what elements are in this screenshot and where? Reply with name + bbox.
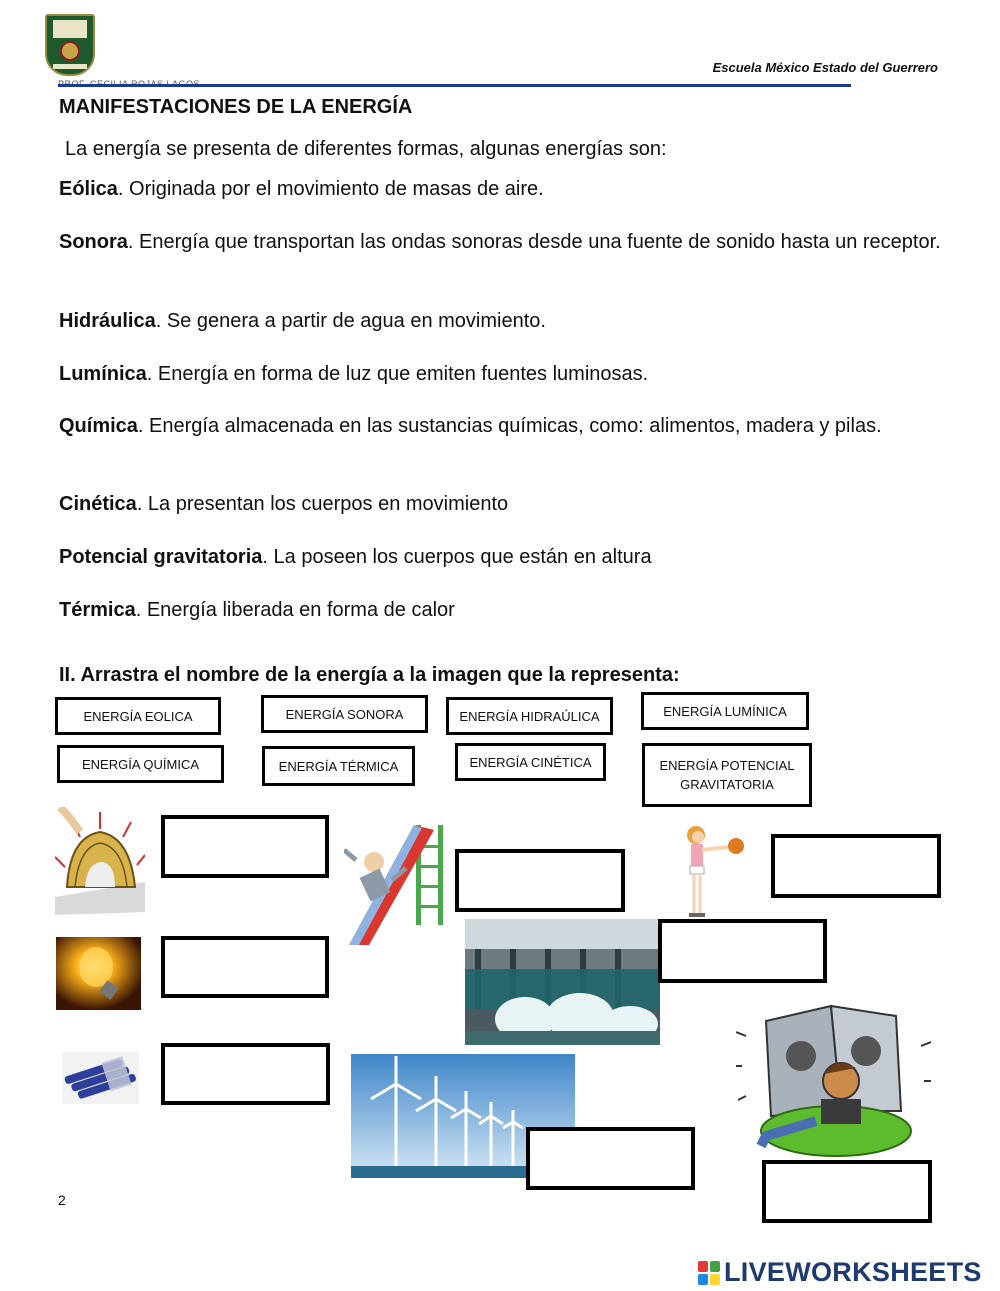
drop-box-batteries[interactable] (161, 1043, 330, 1105)
dam-water-image (465, 919, 660, 1045)
label-energia-eolica[interactable]: ENERGÍA EOLICA (55, 697, 221, 735)
definition-sonora: Sonora. Energía que transportan las ondas sonoras desde una fuente de sonido hasta un receptor. (59, 231, 941, 253)
definition-quimica: Química. Energía almacenada en las sustancias químicas, como: alimentos, madera y pilas. (59, 415, 882, 437)
drop-box-iron[interactable] (161, 815, 329, 878)
school-crest-logo (45, 14, 95, 76)
label-energia-potencial-gravitatoria[interactable]: ENERGÍA POTENCIAL GRAVITATORIA (642, 743, 812, 807)
liveworksheets-brand (698, 1257, 982, 1288)
definition-luminica: Lumínica. Energía en forma de luz que emiten fuentes luminosas. (59, 363, 649, 385)
definition-potencial: Potencial gravitatoria. La poseen los cuerpos que están en altura (59, 546, 652, 568)
music-speakers-image (736, 996, 931, 1160)
brand-logo-icon (698, 1261, 720, 1285)
label-energia-termica[interactable]: ENERGÍA TÉRMICA (262, 746, 415, 786)
iron-heat-image (55, 807, 145, 915)
label-energia-quimica[interactable]: ENERGÍA QUÍMICA (57, 745, 224, 783)
header-rule (58, 84, 851, 87)
page-title: MANIFESTACIONES DE LA ENERGÍA (59, 96, 413, 118)
school-name: Escuela México Estado del Guerrero (712, 60, 938, 75)
definition-termica: Térmica. Energía liberada en forma de calor (59, 599, 455, 621)
girl-ball-image (676, 823, 751, 920)
brand-name: LIVEWORKSHEETS (724, 1257, 982, 1287)
instruction-text: II. Arrastra el nombre de la energía a la imagen que la representa: (59, 664, 680, 686)
page-number: 2 (58, 1192, 66, 1208)
drop-box-music[interactable] (762, 1160, 932, 1223)
definition-eolica: Eólica. Originada por el movimiento de masas de aire. (59, 178, 544, 200)
lightbulb-image (56, 937, 141, 1010)
label-energia-cinetica[interactable]: ENERGÍA CINÉTICA (455, 743, 606, 781)
definition-hidraulica: Hidráulica. Se genera a partir de agua en movimiento. (59, 310, 546, 332)
drop-box-slide[interactable] (455, 849, 625, 912)
drop-box-dam[interactable] (658, 919, 827, 983)
intro-text: La energía se presenta de diferentes formas, algunas energías son: (65, 138, 667, 160)
drop-box-girl-ball[interactable] (771, 834, 941, 898)
label-energia-hidraulica[interactable]: ENERGÍA HIDRAÚLICA (446, 697, 613, 735)
label-energia-luminica[interactable]: ENERGÍA LUMÍNICA (641, 692, 809, 730)
label-energia-sonora[interactable]: ENERGÍA SONORA (261, 695, 428, 733)
batteries-image (62, 1052, 139, 1104)
definition-cinetica: Cinética. La presentan los cuerpos en movimiento (59, 493, 509, 515)
drop-box-wind[interactable] (526, 1127, 695, 1190)
drop-box-lightbulb[interactable] (161, 936, 329, 998)
kid-slide-image (344, 820, 449, 950)
